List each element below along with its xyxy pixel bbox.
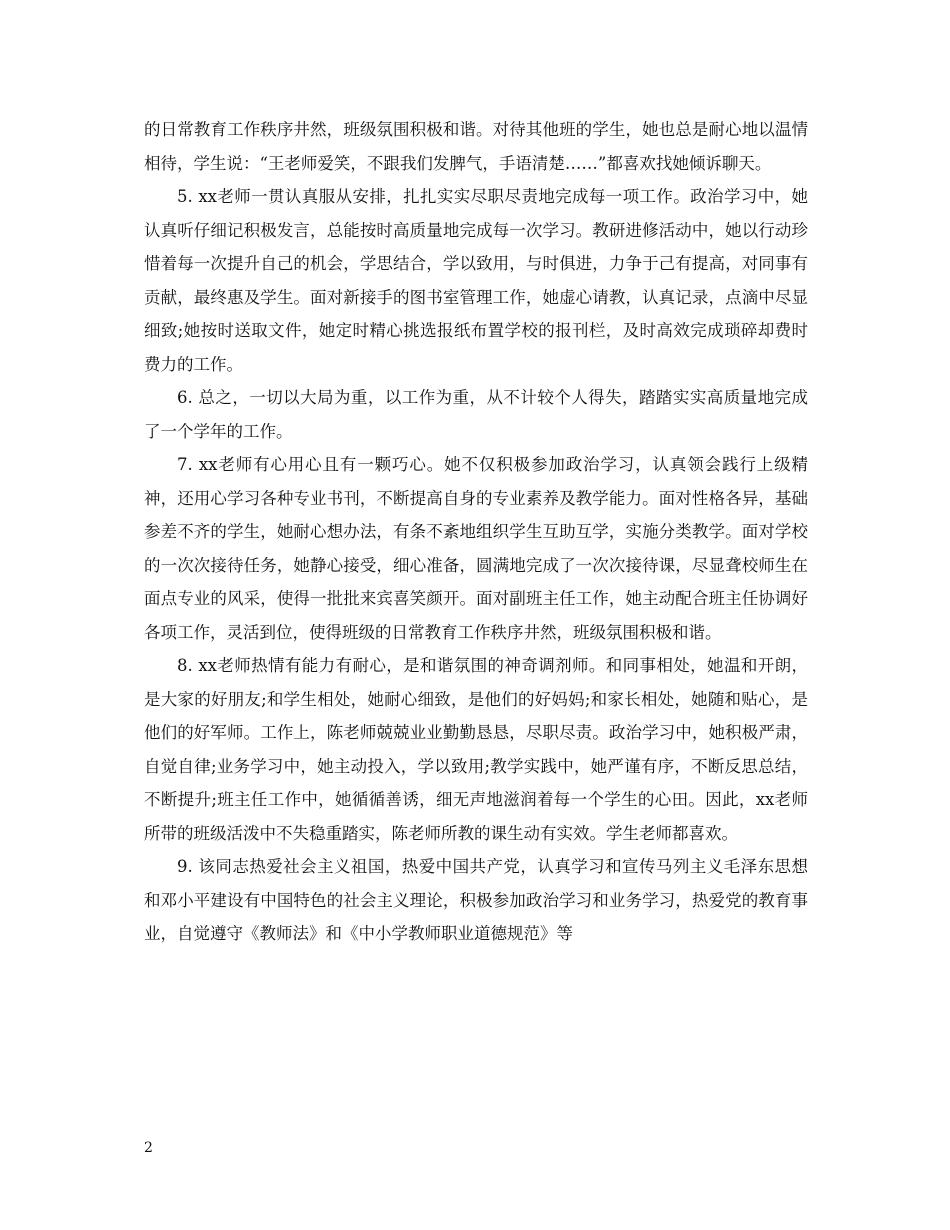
paragraph-item-7: 7. xx老师有心用心且有一颗巧心。她不仅积极参加政治学习，认真领会践行上级精神，还用心学习各种专业书刊，不断提高自身的专业素养及教学能力。面对性格各异，基础参差不齐的学生，她耐心想办法，有条不紊地组织学生互助互学，实施分类教学。面对学校的一次次接待任务，她静心接受，细心准备，圆满地完成了一次次接待课，尽显聋校师生在面点专业的风采，使得一批批来宾喜笑颜开。面对副班主任工作，她主动配合班主任协调好各项工作，灵活到位，使得班级的日常教育工作秩序井然，班级氛围积极和谐。 [144,455,808,642]
paragraph-continuation: 的日常教育工作秩序井然，班级氛围积极和谐。对待其他班的学生，她也总是耐心地以温情相待，学生说：“王老师爱笑，不跟我们发脾气，手语清楚……”都喜欢找她倾诉聊天。 [144,120,808,173]
paragraph-item-6: 6. 总之，一切以大局为重，以工作为重，从不计较个人得失，踏踏实实高质量地完成了一个学年的工作。 [144,388,808,441]
page-number: 2 [144,1140,153,1156]
paragraph-item-9: 9. 该同志热爱社会主义祖国，热爱中国共产党，认真学习和宣传马列主义毛泽东思想和邓小平建设有中国特色的社会主义理论，积极参加政治学习和业务学习，热爱党的教育事业，自觉遵守《教师法》和《中小学教师职业道德规范》等 [144,857,808,943]
paragraph-item-8: 8. xx老师热情有能力有耐心，是和谐氛围的神奇调剂师。和同事相处，她温和开朗，是大家的好朋友;和学生相处，她耐心细致，是他们的好妈妈;和家长相处，她随和贴心，是他们的好军师。工作上，陈老师兢兢业业勤勤恳恳，尽职尽责。政治学习中，她积极严肃，自觉自律;业务学习中，她主动投入，学以致用;教学实践中，她严谨有序，不断反思总结，不断提升;班主任工作中，她循循善诱，细无声地滋润着每一个学生的心田。因此，xx老师所带的班级活泼中不失稳重踏实，陈老师所教的课生动有实效。学生老师都喜欢。 [144,656,808,843]
paragraph-item-5: 5. xx老师一贯认真服从安排，扎扎实实尽职尽责地完成每一项工作。政治学习中，她认真听仔细记积极发言，总能按时高质量地完成每一次学习。教研进修活动中，她以行动珍惜着每一次提升自己的机会，学思结合，学以致用，与时俱进，力争于己有提高，对同事有贡献，最终惠及学生。面对新接手的图书室管理工作，她虚心请教，认真记录，点滴中尽显细致;她按时送取文件，她定时精心挑选报纸布置学校的报刊栏，及时高效完成琐碎却费时费力的工作。 [144,187,808,374]
document-body [144,113,808,951]
